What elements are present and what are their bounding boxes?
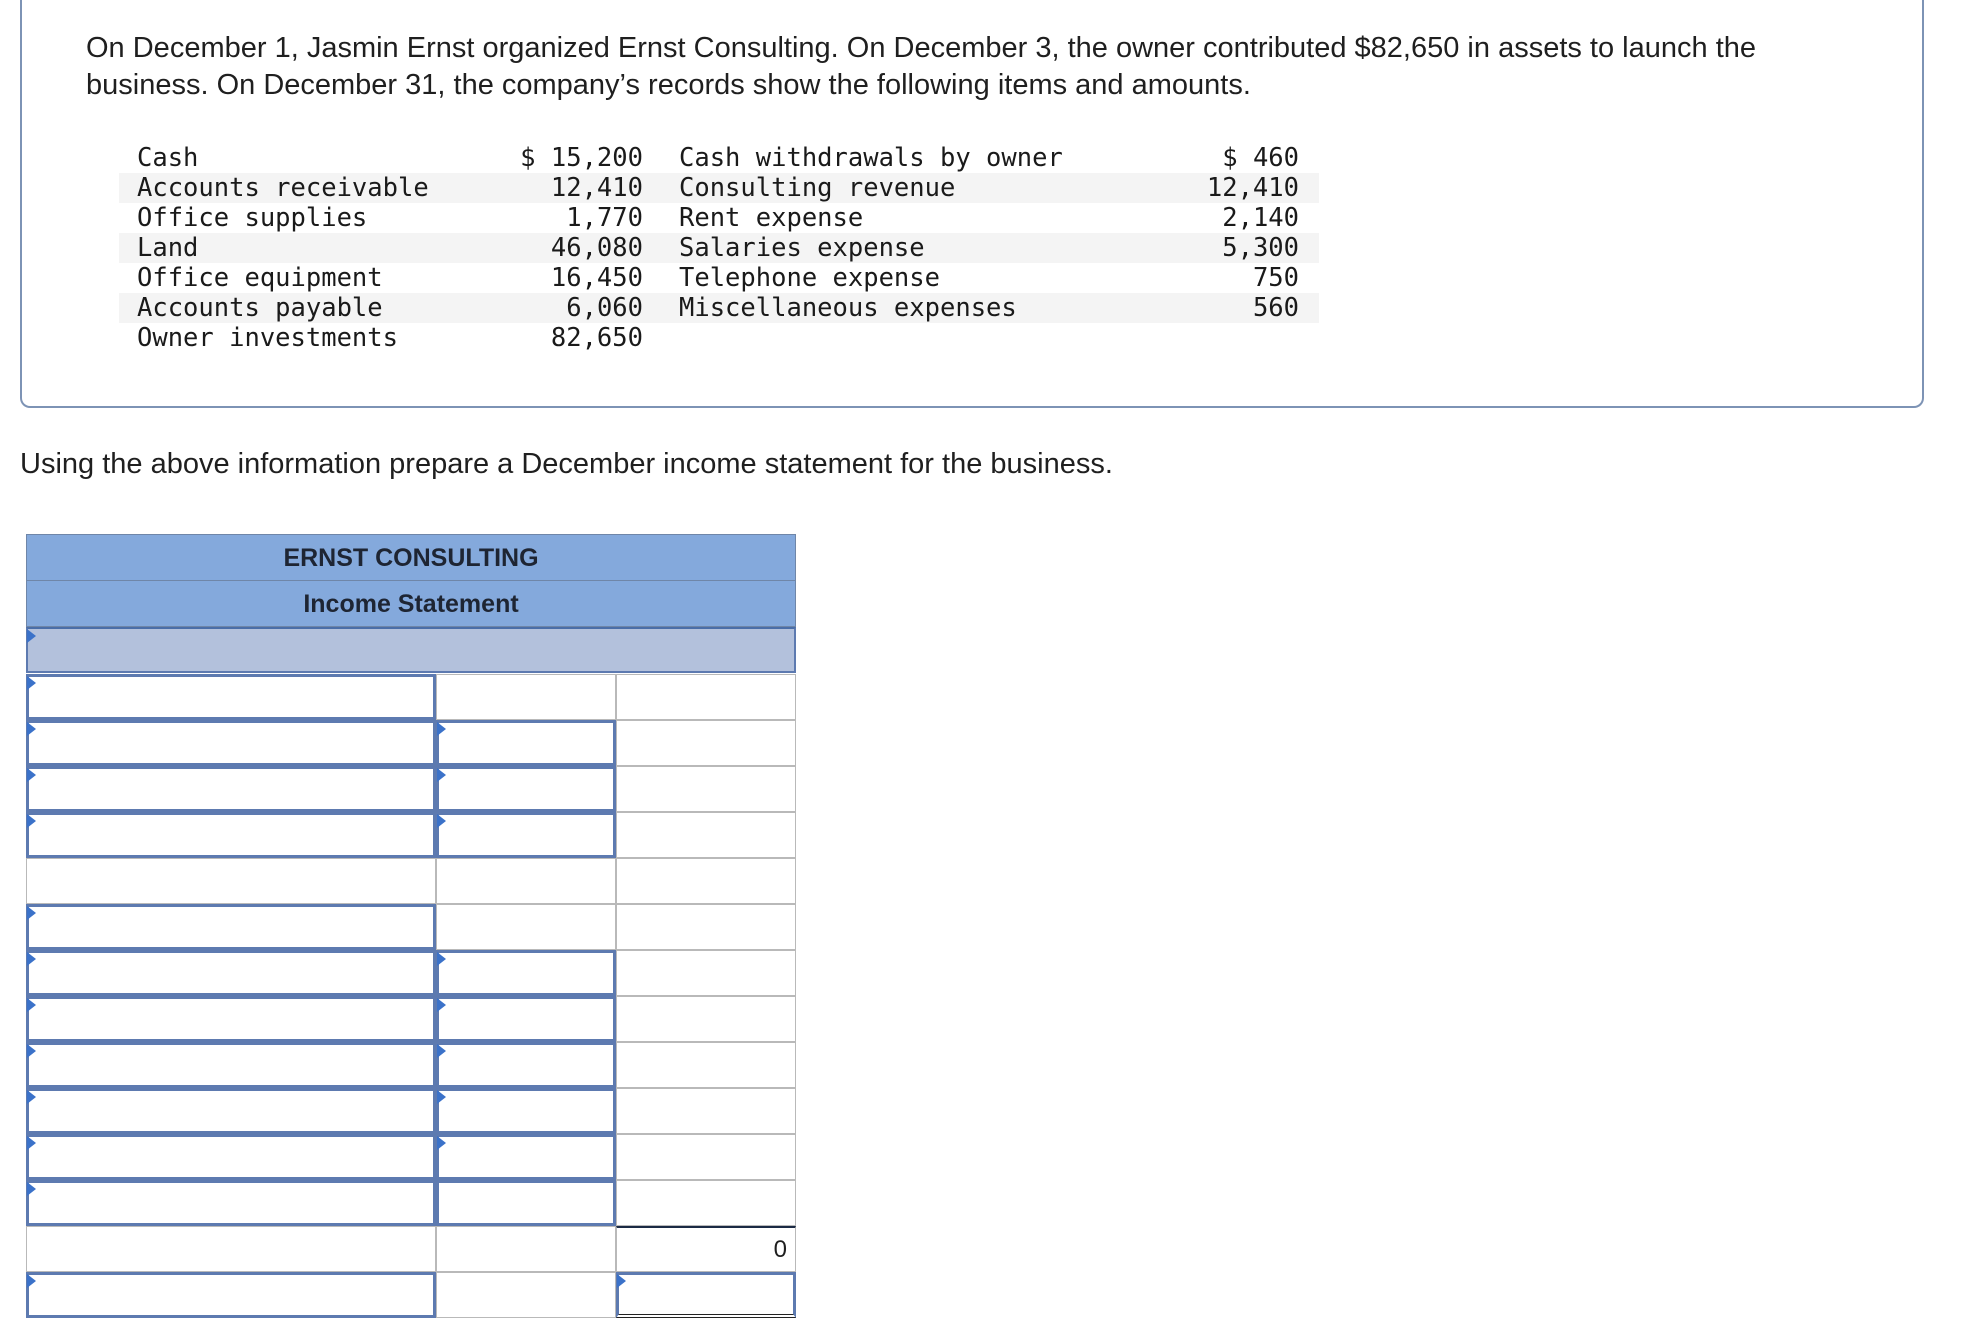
- label-cell: [26, 858, 436, 904]
- dropdown-marker-icon: [27, 629, 36, 643]
- account-input[interactable]: [26, 812, 436, 858]
- amount-input[interactable]: [436, 1042, 616, 1088]
- input-marker-icon: [437, 1090, 446, 1104]
- input-marker-icon: [437, 952, 446, 966]
- table-row: [26, 766, 796, 812]
- account-input[interactable]: [26, 720, 436, 766]
- total-cell: [616, 858, 796, 904]
- ledger-right-amount: 2,140: [1222, 203, 1299, 233]
- total-cell: [616, 674, 796, 720]
- ledger-left-amount: 16,450: [550, 263, 643, 293]
- ledger-left-amount: 6,060: [566, 293, 643, 323]
- dropdown-marker-icon: [27, 906, 36, 920]
- ledger-left-amount: 12,410: [550, 173, 643, 203]
- input-marker-icon: [617, 1274, 626, 1288]
- dropdown-marker-icon: [27, 1182, 36, 1196]
- ledger-right-name: Cash withdrawals by owner: [679, 143, 1063, 173]
- dropdown-marker-icon: [27, 676, 36, 690]
- input-marker-icon: [437, 722, 446, 736]
- total-cell: [616, 766, 796, 812]
- table-row: [26, 904, 796, 950]
- dropdown-marker-icon: [27, 1090, 36, 1104]
- dropdown-marker-icon: [27, 1044, 36, 1058]
- account-input[interactable]: [26, 1042, 436, 1088]
- account-input[interactable]: [26, 950, 436, 996]
- ledger-row: [119, 323, 1319, 353]
- table-row: [26, 1226, 796, 1272]
- table-row: [26, 1042, 796, 1088]
- ledger-left-amount: 1,770: [566, 203, 643, 233]
- amount-cell: [436, 1272, 616, 1318]
- ledger-right-amount: 560: [1252, 293, 1299, 323]
- ledger-left-name: Cash: [137, 143, 199, 173]
- account-input[interactable]: [26, 1134, 436, 1180]
- ledger-right-amount: 5,300: [1222, 233, 1299, 263]
- dropdown-marker-icon: [27, 1136, 36, 1150]
- amount-input[interactable]: [436, 950, 616, 996]
- table-row: [26, 996, 796, 1042]
- total-expenses-value: 0: [616, 1226, 796, 1272]
- amount-input[interactable]: [436, 1088, 616, 1134]
- amount-input[interactable]: [436, 1134, 616, 1180]
- ledger-left-name: Office equipment: [137, 263, 383, 293]
- table-row: [26, 1180, 796, 1226]
- instruction-text: Using the above information prepare a December income statement for the business.: [20, 448, 1113, 480]
- ledger-right-name: Consulting revenue: [679, 173, 956, 203]
- amount-input[interactable]: [436, 766, 616, 812]
- label-cell: [26, 1226, 436, 1272]
- table-row: [26, 1088, 796, 1134]
- ledger-left-amount: 82,650: [550, 323, 643, 353]
- amount-input[interactable]: [436, 720, 616, 766]
- ledger-left-name: Owner investments: [137, 323, 398, 353]
- table-row: [26, 1272, 796, 1318]
- dropdown-marker-icon: [27, 1274, 36, 1288]
- ledger-row: [119, 263, 1319, 293]
- ledger-right-name: Salaries expense: [679, 233, 925, 263]
- dropdown-marker-icon: [27, 998, 36, 1012]
- problem-intro: On December 1, Jasmin Ernst organized Ernst Consulting. On December 3, the owner contributed $82,650 in assets to launch the business. On December 31, the company’s records show the following items and amounts.: [86, 32, 1757, 101]
- total-cell: [616, 950, 796, 996]
- total-cell: [616, 1088, 796, 1134]
- account-input[interactable]: [26, 1088, 436, 1134]
- ledger-row: [119, 173, 1319, 203]
- income-statement-worksheet: [26, 534, 796, 1322]
- table-row: [26, 812, 796, 858]
- ledger-right-amount: 750: [1252, 263, 1299, 293]
- ledger-row: [119, 143, 1319, 173]
- company-name-header: ERNST CONSULTING: [26, 534, 796, 581]
- ledger-left-name: Land: [137, 233, 199, 263]
- account-input[interactable]: [26, 1180, 436, 1226]
- amount-input[interactable]: [436, 996, 616, 1042]
- account-input[interactable]: [26, 766, 436, 812]
- account-input[interactable]: [26, 904, 436, 950]
- input-marker-icon: [437, 1044, 446, 1058]
- account-input[interactable]: [26, 1272, 436, 1318]
- total-cell: [616, 720, 796, 766]
- table-row: [26, 720, 796, 766]
- total-cell: [616, 996, 796, 1042]
- total-cell: [616, 1134, 796, 1180]
- ledger-right-name: Rent expense: [679, 203, 864, 233]
- amount-cell: [436, 904, 616, 950]
- table-row: [26, 1134, 796, 1180]
- ledger-left-name: Accounts receivable: [137, 173, 429, 203]
- ledger-row: [119, 293, 1319, 323]
- date-input[interactable]: [26, 627, 796, 673]
- ledger-left-name: Accounts payable: [137, 293, 383, 323]
- total-cell: [616, 1042, 796, 1088]
- ledger-right-amount: 12,410: [1206, 173, 1299, 203]
- dropdown-marker-icon: [27, 722, 36, 736]
- dropdown-marker-icon: [27, 814, 36, 828]
- input-marker-icon: [437, 998, 446, 1012]
- table-row: [26, 950, 796, 996]
- dropdown-marker-icon: [27, 768, 36, 782]
- ledger-right-name: Miscellaneous expenses: [679, 293, 1017, 323]
- amount-input[interactable]: [436, 812, 616, 858]
- ledger-left-amount: 46,080: [550, 233, 643, 263]
- amount-cell: [436, 858, 616, 904]
- statement-title-header: Income Statement: [26, 580, 796, 627]
- total-cell: [616, 904, 796, 950]
- input-marker-icon: [437, 814, 446, 828]
- input-marker-icon: [437, 768, 446, 782]
- net-income-input[interactable]: [616, 1272, 796, 1318]
- ledger-row: [119, 203, 1319, 233]
- ledger-row: [119, 233, 1319, 263]
- total-cell: [616, 1180, 796, 1226]
- total-cell: [616, 812, 796, 858]
- ledger-right-name: Telephone expense: [679, 263, 940, 293]
- amount-cell: [436, 1226, 616, 1272]
- table-row: [26, 674, 796, 720]
- account-input[interactable]: [26, 996, 436, 1042]
- amount-cell: [436, 674, 616, 720]
- ledger-right-amount: $ 460: [1222, 143, 1299, 173]
- ledger-left-amount: $ 15,200: [520, 143, 643, 173]
- amount-input[interactable]: [436, 1180, 616, 1226]
- ledger-left-name: Office supplies: [137, 203, 368, 233]
- dropdown-marker-icon: [27, 952, 36, 966]
- input-marker-icon: [437, 1136, 446, 1150]
- table-row: [26, 858, 796, 904]
- account-input[interactable]: [26, 674, 436, 720]
